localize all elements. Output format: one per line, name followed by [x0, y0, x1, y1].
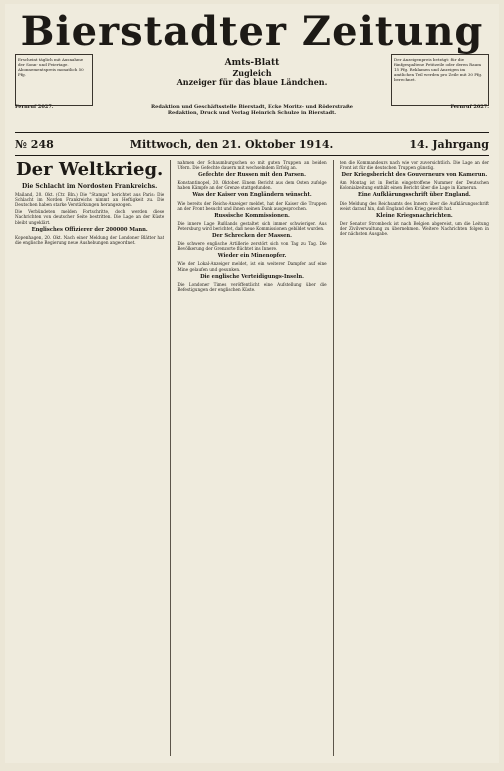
column-1 [15, 160, 164, 756]
paragraph: Wie der Lokal-Anzeiger meldet, ist ein weiterer Dampfer auf eine Mine gelaufen und gesunken. [177, 261, 327, 272]
dateline-bar [15, 132, 489, 156]
paragraph: Konstantinopel, 20. Oktober. Einem Bericht aus dem Osten zufolge haben Kämpfe an der Grenze stattgefunden. [177, 180, 327, 191]
paragraph: ten die Kommandeurs nach wie vor zuversichtlich. Die Lage an der Front ist für die deutschen Truppen günstig. [339, 160, 489, 171]
section-heading: Der Kriegsbericht des Gouverneurs von Kamerun. [341, 172, 488, 179]
column-2 [177, 160, 326, 756]
editorial-address: Redaktion und Geschäftsstelle Bierstadt, Ecke Moritz- und Röderstraße [151, 104, 353, 110]
main-heading: Der Weltkrieg. [16, 160, 164, 180]
paragraph: Die schwere englische Artillerie zerstört sich von Tag zu Tag. Die Bevölkerung der Grenzorte flüchtet ins Innere. [177, 241, 327, 252]
paragraph: Die innere Lage Rußlands gestaltet sich immer schwieriger. Aus Petersburg wird berichtet, daß neue Kommissionen gebildet wurden. [177, 220, 327, 231]
column-rule [170, 160, 171, 756]
paragraph: Mailand, 20. Okt. (Ctr. Bln.) Die "Stampa" berichtet aus Paris: Die Schlacht im Norden Frankreichs nimmt an Heftigkeit zu. Die Deutschen haben starke Verstärkungen herangezogen. [15, 192, 165, 208]
paragraph: Der Senator Strombeck ist nach Belgien abgereist, um die Leitung der Zivilverwaltung zu übernehmen. Weitere Nachrichten folgen in der nächsten Ausgabe. [339, 220, 489, 237]
paragraph: Die Londoner Times veröffentlicht eine Aufstellung über die Befestigungen der englischen Küste. [177, 281, 327, 292]
article-subheading: Die Schlacht im Nordosten Frankreichs. [22, 183, 158, 190]
issue-number: № 248 [15, 137, 54, 151]
column-3 [340, 160, 489, 756]
paragraph: Kopenhagen, 20. Okt. Nach einer Meldung der Londoner Blätter hat die englische Regierung neue Aushebungen angeordnet. [15, 234, 165, 245]
section-heading: Eine Aufklärungsschrift über England. [357, 192, 471, 199]
section-heading: Kleine Kriegsnachrichten. [375, 212, 453, 219]
anzeiger-label: Anzeiger für das blaue Ländchen. [176, 77, 328, 87]
paragraph: Wie bereits der Reichs-Anzeiger meldet, hat der Kaiser die Truppen an der Front besucht und ihnen seinen Dank ausgesprochen. [177, 200, 327, 211]
section-heading: Wieder ein Minenopfer. [217, 253, 287, 260]
section-heading: Englisches Offizierer der 200000 Mann. [31, 226, 148, 233]
publisher-line: Redaktion, Druck und Verlag Heinrich Schulze in Bierstadt. [167, 110, 337, 116]
amtsblatt-label: Amts-Blatt [224, 58, 280, 68]
section-heading: Russische Kommissionen. [214, 212, 290, 219]
ad-price-box: Der Anzeigenpreis beträgt: für die fünfgespaltene Petitzeile oder deren Raum 15 Pfg. Reklamen und Anzeigen im amtlichen Teil werden pro Zeile mit 30 Pfg. berechnet. [391, 54, 489, 106]
section-heading: Der Schrecken der Massen. [212, 233, 292, 240]
paragraph: Am Montag ist in Berlin eingetroffene Nummer der Deutschen Kolonialzeitung enthält einen Bericht über die Lage in Kamerun. [339, 180, 489, 191]
newspaper-title: Bierstadter Zeitung [20, 8, 484, 55]
info-bar [15, 104, 489, 116]
article-columns [15, 160, 489, 756]
paragraph: Die Verbündeten melden Fortschritte, doch werden diese Nachrichten von deutscher Seite bestritten. Die Lage an der Küste bleibt ungeklärt. [15, 209, 165, 225]
paragraph: nahmen der Schaumburgschen so mit guten Truppen an beiden Ufern. Die Gefechte dauern mit wechselndem Erfolg an. [177, 160, 327, 171]
section-heading: Was der Kaiser von Engländern wünscht. [192, 192, 312, 199]
issue-year: 14. Jahrgang [409, 137, 489, 151]
phone-right: Fernruf 2027. [450, 104, 489, 110]
masthead [5, 4, 499, 87]
zugleich-label: Zugleich [232, 68, 272, 78]
paragraph: Die Meldung des Reichsamts des Innern über die Aufklärungsschrift weist darauf hin, daß England den Krieg gewollt hat. [339, 200, 489, 211]
section-heading: Die englische Verteidigungs-Inseln. [200, 273, 304, 280]
subscription-box: Erscheint täglich mit Ausnahme der Sonn- und Feiertage. Abonnementspreis monatlich 50 Pfg. [15, 54, 93, 106]
column-rule [333, 160, 334, 756]
issue-date: Mittwoch, den 21. Oktober 1914. [129, 137, 334, 151]
newspaper-page [5, 4, 499, 763]
phone-left: Fernruf 2027. [15, 104, 54, 110]
section-heading: Gefechte der Russen mit den Parsen. [198, 172, 306, 179]
